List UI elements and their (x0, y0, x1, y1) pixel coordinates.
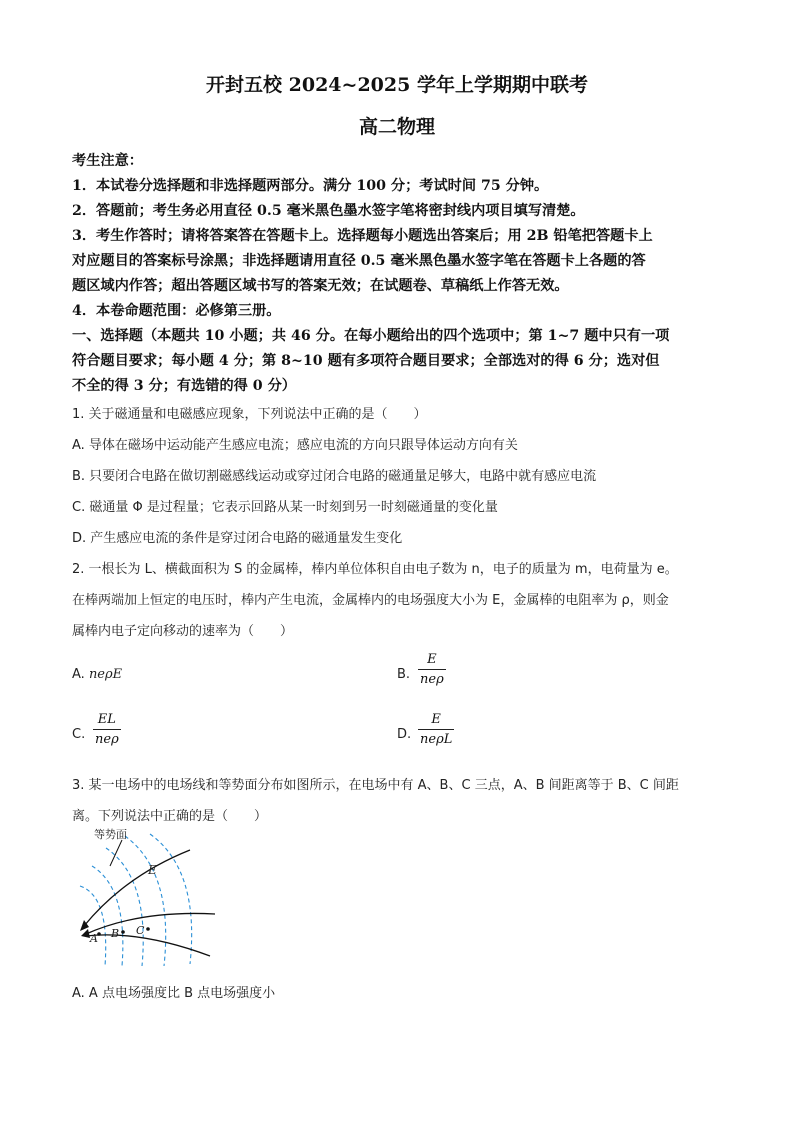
point-c (146, 927, 150, 931)
equipotential-line (92, 866, 123, 966)
arrowhead (81, 929, 90, 938)
field-line (86, 913, 215, 934)
field-line (86, 935, 210, 956)
field-label-e: E (148, 863, 157, 877)
q2-option-d-label: D. (397, 727, 412, 742)
q1-option-b: B. 只要闭合电路在做切割磁感线运动或穿过闭合电路的磁通量足够大，电路中就有感应电流 (72, 469, 597, 484)
section-instructions: 不全的得 3 分；有选错的得 0 分） (72, 378, 296, 394)
point-b-label: B (111, 927, 120, 940)
q3-stem: 离。下列说法中正确的是（ ） (72, 809, 268, 824)
equipotential-surfaces (80, 834, 192, 966)
fraction-numerator: E (427, 652, 437, 667)
fraction-denominator: neρL (418, 729, 454, 747)
option-expression: neρE (88, 667, 123, 682)
fraction-denominator: neρ (418, 669, 446, 687)
q3-stem: 3. 某一电场中的电场线和等势面分布如图所示，在电场中有 A、B、C 三点，A、B 间距离等于 B、C 间距 (72, 778, 679, 793)
exam-title: 开封五校 2024~2025 学年上学期期中联考 (206, 74, 588, 96)
q2-option-d-fraction (418, 712, 454, 747)
notice-item: 4．本卷命题范围：必修第三册。 (72, 303, 281, 319)
q2-option-b-label: B. (397, 667, 411, 682)
electric-field-figure (70, 826, 220, 966)
fraction-numerator: E (431, 712, 441, 727)
point-c-label: C (136, 924, 145, 937)
q2-stem: 在棒两端加上恒定的电压时，棒内产生电流，金属棒内的电场强度大小为 E，金属棒的电阻率为 ρ，则金 (72, 593, 669, 608)
q1-option-a: A. 导体在磁场中运动能产生感应电流；感应电流的方向只跟导体运动方向有关 (72, 438, 518, 453)
notice-item: 对应题目的答案标号涂黑；非选择题请用直径 0.5 毫米黑色墨水签字笔在答题卡上各题的答 (72, 253, 646, 269)
equipotential-line (106, 848, 143, 966)
q2-option-a (72, 667, 122, 682)
option-label: A. (72, 667, 85, 682)
section-instructions: 符合题目要求；每小题 4 分；第 8~10 题有多项符合题目要求；全部选对的得 6 分；选对但 (72, 353, 660, 369)
notice-item: 1．本试卷分选择题和非选择题两部分。满分 100 分；考试时间 75 分钟。 (72, 178, 549, 194)
q2-stem: 属棒内电子定向移动的速率为（ ） (72, 624, 294, 639)
q2-option-b-fraction (418, 652, 446, 687)
fraction-denominator: neρ (93, 729, 121, 747)
q1-stem: 1. 关于磁通量和电磁感应现象，下列说法中正确的是（ ） (72, 407, 427, 422)
fraction-numerator: EL (97, 712, 116, 727)
q2-option-c-fraction (93, 712, 121, 747)
section-instructions: 一、选择题（本题共 10 小题；共 46 分。在每小题给出的四个选项中；第 1~7 题中只有一项 (72, 328, 670, 344)
notice-item: 3．考生作答时；请将答案答在答题卡上。选择题每小题选出答案后；用 2B 铅笔把答题卡上 (72, 228, 653, 244)
point-b (121, 930, 125, 934)
equipotential-line (150, 834, 192, 964)
notice-item: 2．答题前；考生务必用直径 0.5 毫米黑色墨水签字笔将密封线内项目填写清楚。 (72, 203, 585, 219)
equipotential-line (125, 836, 166, 966)
exam-subject: 高二物理 (358, 116, 435, 138)
q1-option-d: D. 产生感应电流的条件是穿过闭合电路的磁通量发生变化 (72, 531, 403, 546)
field-arrowheads (80, 920, 90, 938)
point-a-label: A (90, 932, 98, 945)
q3-option-a: A. A 点电场强度比 B 点电场强度小 (72, 986, 276, 1001)
q2-stem: 2. 一根长为 L、横截面积为 S 的金属棒，棒内单位体积自由电子数为 n，电子的质量为 m，电荷量为 e。 (72, 562, 678, 577)
q1-option-c: C. 磁通量 Φ 是过程量；它表示回路从某一时刻到另一时刻磁通量的变化量 (72, 500, 498, 515)
notice-heading: 考生注意： (72, 153, 143, 169)
q2-option-c-label: C. (72, 727, 86, 742)
equipotential-label: 等势面 (94, 828, 127, 841)
notice-item: 题区域内作答；超出答题区域书写的答案无效；在试题卷、草稿纸上作答无效。 (72, 278, 569, 294)
